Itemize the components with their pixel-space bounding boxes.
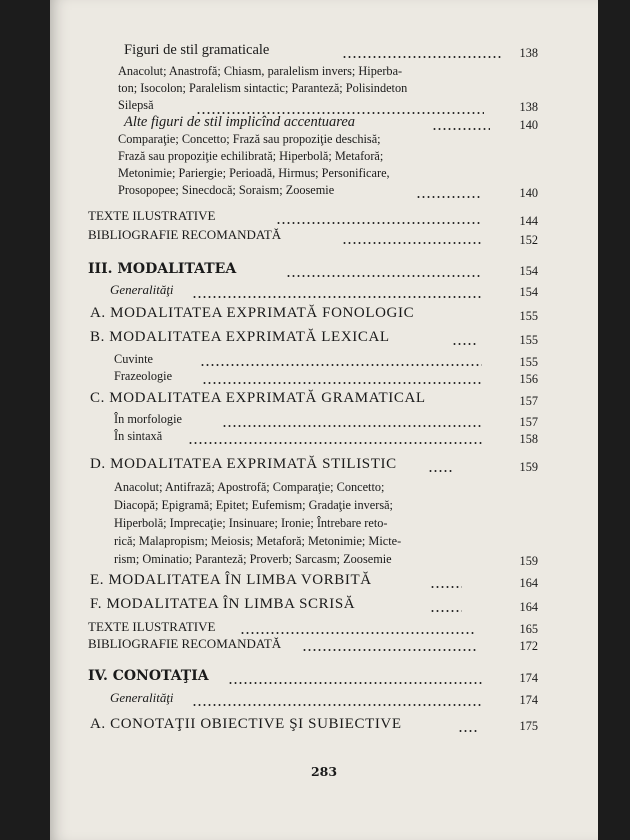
page-number: 144 — [519, 214, 538, 228]
page-number: 154 — [519, 285, 538, 299]
toc-subentries: Metonimie; Pariergie; Perioadă, Hirmus; Personificare, — [118, 166, 390, 180]
dot-leader — [342, 56, 502, 58]
page-number: 164 — [519, 600, 538, 614]
dot-leader — [430, 586, 462, 588]
page-number: 152 — [519, 233, 538, 247]
dot-leader — [276, 222, 482, 224]
page-number: 155 — [519, 309, 538, 323]
dot-leader — [416, 196, 482, 198]
toc-entry-texte-ilustrative: TEXTE ILUSTRATIVE — [88, 208, 216, 223]
page-number: 157 — [519, 415, 538, 429]
toc-section-f: F. MODALITATEA ÎN LIMBA SCRISĂ — [90, 596, 356, 612]
dot-leader — [188, 442, 482, 444]
toc-subentries: Silepsă — [118, 98, 154, 112]
toc-section-a: A. CONOTAŢII OBIECTIVE ŞI SUBIECTIVE — [90, 716, 402, 732]
page-number: 155 — [519, 333, 538, 347]
dot-leader — [202, 382, 482, 384]
page-folio: 283 — [310, 764, 338, 779]
page-number: 159 — [519, 460, 538, 474]
dot-leader — [240, 632, 476, 634]
toc-entry-frazeologie: Frazeologie — [114, 369, 173, 383]
page-number: 138 — [519, 46, 538, 60]
page-number: 138 — [519, 100, 538, 114]
page-number: 164 — [519, 576, 538, 590]
page-number: 172 — [519, 639, 538, 653]
dot-leader — [342, 242, 482, 244]
toc-entry-in-morfologie: În morfologie — [114, 412, 182, 426]
toc-subentries: rică; Malapropism; Meiosis; Metaforă; Metonimie; Micte- — [114, 534, 402, 548]
toc-entry-generalitati: Generalităţi — [110, 690, 174, 705]
page-number: 174 — [519, 693, 538, 707]
toc-subentries: Frază sau propoziţie echilibrată; Hiperbolă; Metaforă; — [118, 149, 384, 163]
dot-leader — [200, 364, 482, 366]
dot-leader — [192, 704, 482, 706]
toc-entry-figuri-gramaticale: Figuri de stil gramaticale — [124, 42, 270, 58]
dot-leader — [192, 296, 482, 298]
toc-entry-bibliografie: BIBLIOGRAFIE RECOMANDATĂ — [88, 227, 282, 242]
toc-entry-texte-ilustrative: TEXTE ILUSTRATIVE — [88, 619, 216, 634]
toc-section-d: D. MODALITATEA EXPRIMATĂ STILISTIC — [90, 456, 397, 472]
toc-subentries: rism; Ominatio; Paranteză; Proverb; Sarcasm; Zoosemie — [114, 552, 392, 566]
toc-subentries: ton; Isocolon; Paralelism sintactic; Paranteză; Polisindeton — [118, 81, 408, 95]
page-number: 155 — [519, 355, 538, 369]
dot-leader — [222, 425, 482, 427]
dot-leader — [458, 730, 478, 732]
dot-leader — [286, 275, 482, 277]
page-number: 156 — [519, 372, 538, 386]
toc-subentries: Diacopă; Epigramă; Epitet; Eufemism; Gradaţie inversă; — [114, 498, 393, 512]
toc-section-e: E. MODALITATEA ÎN LIMBA VORBITĂ — [90, 572, 372, 588]
dot-leader — [428, 470, 454, 472]
toc-entry-generalitati: Generalităţi — [110, 282, 174, 297]
dot-leader — [430, 610, 462, 612]
page-number: 165 — [519, 622, 538, 636]
toc-subentries: Anacolut; Antifrază; Apostrofă; Comparaţie; Concetto; — [114, 480, 385, 494]
page-number: 140 — [519, 186, 538, 200]
toc-section-c: C. MODALITATEA EXPRIMATĂ GRAMATICAL — [90, 390, 426, 406]
toc-subentries: Prosopopee; Sinecdocă; Soraism; Zoosemie — [118, 183, 335, 197]
page-number: 154 — [519, 264, 538, 278]
toc-entry-alte-figuri: Alte figuri de stil implicînd accentuarea — [124, 114, 356, 130]
toc-chapter-conotatia: IV. CONOTAŢIA — [88, 668, 209, 684]
toc-entry-in-sintaxa: În sintaxă — [114, 429, 163, 443]
toc-chapter-modalitatea: III. MODALITATEA — [88, 261, 237, 277]
dot-leader — [452, 343, 476, 345]
book-page — [50, 0, 598, 840]
page-number: 159 — [519, 554, 538, 568]
toc-subentries: Hiperbolă; Imprecaţie; Insinuare; Ironie; Întrebare reto- — [114, 516, 388, 530]
page-number: 157 — [519, 394, 538, 408]
page-number: 140 — [519, 118, 538, 132]
toc-section-a: A. MODALITATEA EXPRIMATĂ FONOLOGIC — [90, 305, 415, 321]
toc-subentries: Comparaţie; Concetto; Frază sau propoziţie deschisă; — [118, 132, 381, 146]
page-number: 158 — [519, 432, 538, 446]
dot-leader — [432, 128, 490, 130]
page-number: 174 — [519, 671, 538, 685]
toc-section-b: B. MODALITATEA EXPRIMATĂ LEXICAL — [90, 329, 390, 345]
toc-subentries: Anacolut; Anastrofă; Chiasm, paralelism invers; Hiperba- — [118, 64, 403, 78]
toc-entry-cuvinte: Cuvinte — [114, 352, 153, 366]
toc-entry-bibliografie: BIBLIOGRAFIE RECOMANDATĂ — [88, 636, 282, 651]
dot-leader — [228, 682, 482, 684]
page-number: 175 — [519, 719, 538, 733]
dot-leader — [302, 649, 476, 651]
